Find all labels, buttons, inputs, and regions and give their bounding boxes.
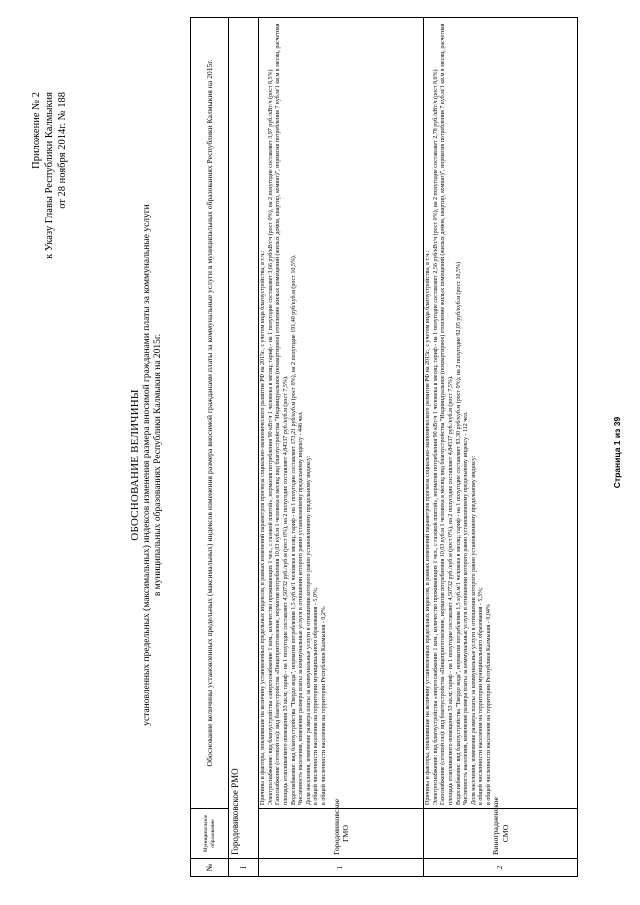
text-line: в общей численности населения на территории муниципального образования - 5,0%;: [313, 587, 320, 805]
row-number: 1: [259, 859, 424, 877]
document-title: [130, 135, 165, 795]
page-counter: Страница 1 из 39: [612, 416, 622, 489]
municipality-name: Виноградненское СМО: [424, 809, 578, 859]
text-line: Доля населения, изменение размера платы за коммунальные услуги в отношении которого равно установленному предельному индексу:: [470, 455, 477, 805]
text-line: Численность населения, изменение размера платы за коммунальные услуги в отношении которого равно установленному предельному индексу - 446 чел.: [298, 411, 305, 805]
title-subtitle: установленных предельных (максимальных) индексов изменения размера вносимой гражданами платы за коммунальные услуги: [141, 204, 152, 726]
district-name: Городовиковское РМО: [229, 18, 259, 859]
text-line: Численность населения, изменение размера платы за коммунальные услуги в отношении которого равно установленному предельному индексу - 112 чел.: [463, 411, 470, 805]
justification-text: [424, 18, 578, 809]
header-justification: Обоснование величины установленных предельных (максимальных) индексов изменения размера вносимой гражданами платы за коммунальные услуги в муниципальных образованиях Республики Калмыкия на 2015г.: [191, 18, 229, 809]
text-line: Электроснабжение: вид благоустройства «энергоснабжение 1 ком., количество проживающих 1 чел., с газовой плитой», норматив потребления 90 кВт/ч 1 человека в месяц; тариф - на 1 полугодие составляет 2,56 руб/кВт/ч (рост 0%), на 2 полугодие составляет 2,78 руб./кВт/ч (рост 8,6%): [432, 69, 439, 805]
text-line: Доля населения, изменение размера платы за коммунальные услуги в отношении которого равно установленному предельному индексу:: [305, 455, 312, 805]
appendix-date: от 28 ноября 2014г. № 188: [57, 92, 68, 209]
title-subtitle-2: в муниципальных образованиях Республики Калмыкия на 2015г.: [153, 333, 163, 597]
text-line: Газоснабжение (сетевой газ): вид благоустройства «Пищеприготовление, норматив потребления 10,03 куб.м 1 человека в месяц; вид благоустройства "Индивидуальное (поквартирное) отопление жилых помещений (жилых домов, квартир, комнат)", норматив потребления 7 куб.м/1 кв.м в месяц, расчетная площадь отапливаемого помещения 33 кв.м; тариф - на 1 полугодие составляет 4,50732 руб./куб.м (рост 0%), на 2 полугодие составляет 4,84537 руб./куб.м (рост 7,5%).: [275, 23, 289, 805]
text-line: Газоснабжение (сетевой газ): вид благоустройства «Пищеприготовление, норматив потребления 10,03 куб.м 1 человека в месяц; вид благоустройства "Индивидуальное (поквартирное) отопление жилых помещений (жилых домов, квартир, комнат)", норматив потребления 7 куб.м/1 кв.м в месяц, расчетная площадь отапливаемого помещения 33 кв.м; тариф - на 1 полугодие составляет 4,50732 руб./куб.м (рост 0%), на 2 полугодие составляет 4,84537 руб./куб.м (рост 7,5%).: [440, 23, 454, 805]
table-row: [259, 18, 424, 877]
header-number: №: [191, 859, 229, 877]
appendix-header: [30, 92, 69, 352]
justification-text: [259, 18, 424, 809]
district-number: I: [229, 859, 259, 877]
appendix-number: Приложение № 2: [31, 92, 42, 169]
municipality-name: Городовиковское ГМО: [259, 809, 424, 859]
table-header-row: [191, 18, 229, 877]
text-line: в общей численности населения на территории муниципального образования - 5,3%;: [478, 587, 485, 805]
text-line: Причины и факторы, повлиявшие на величину установленных предельных индексов, в рамках изменений параметров прогноза социально-экономического развития РФ на 2015г., с учетом вида благоустройства, в т.ч.:: [425, 250, 432, 805]
text-line: Причины и факторы, повлиявшие на величину установленных предельных индексов, в рамках изменений параметров прогноза социально-экономического развития РФ на 2015г., с учетом вида благоустройства, в т.ч.:: [260, 250, 267, 805]
row-number: 2: [424, 859, 578, 877]
header-municipality: Муниципальное образование: [191, 809, 229, 859]
title-main: ОБОСНОВАНИЕ ВЕЛИЧИНЫ: [129, 389, 141, 541]
appendix-decree: к Указу Главы Республики Калмыкия: [44, 92, 55, 259]
text-line: в общей численности населения на территории Республики Калмыкия - 0,2%.: [320, 605, 327, 805]
text-line: Электроснабжение: вид благоустройства «энергоснабжение 1 ком., количество проживающих 1 чел., с газовой плитой», норматив потребления 90 кВт/ч 1 человека в месяц; тариф - на 1 полугодие составляет 3,66 руб/кВт/ч (рост 0%), на 2 полугодие составляет 3,97 руб./кВт/ч (рост 8,5%): [267, 69, 274, 805]
text-line: Водоснабжение: вид благоустройства "Твердо вода", норматив потребления 1,5 куб.м/1 человека в месяц; тариф - на 1 полугодие составляет 83,30 руб/куб.м (рост 0%); на 2 полугодие 92,05 руб/куб.м (рост 10,5%): [455, 262, 462, 805]
table-row: [424, 18, 578, 877]
justification-table: [190, 17, 578, 877]
text-line: Водоснабжение: вид благоустройства "Твердо вода", норматив потребления 1,5 куб.м/1 человека в месяц; тариф - на 1 полугодие составляет 173,21 руб/куб.м (рост 0%), на 2 полугодие 191,40 руб/куб.м (рост 10,5%).: [290, 254, 297, 805]
text-line: в общей численности населения на территории Республики Калмыкия - 0,04%: [485, 604, 492, 805]
district-row: [229, 18, 259, 877]
